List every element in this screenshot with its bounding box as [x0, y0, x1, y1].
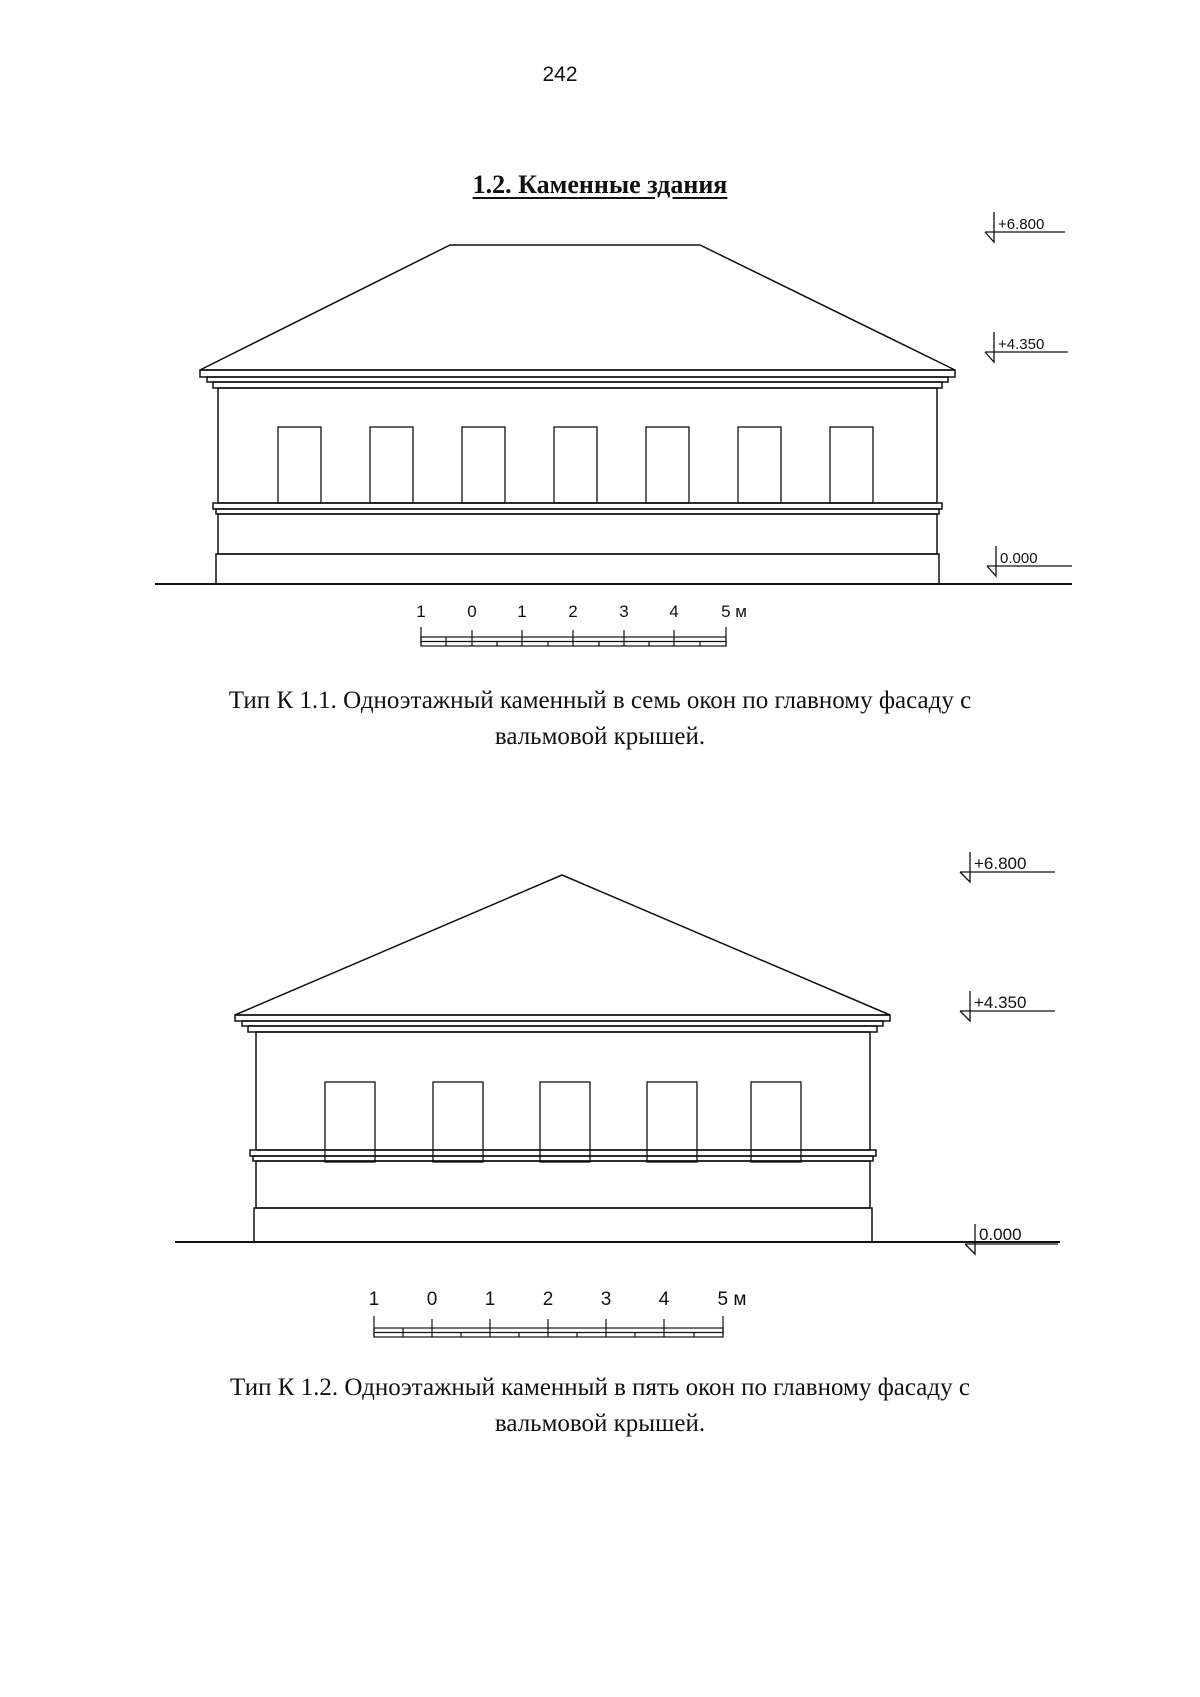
- lower-wall: [218, 514, 937, 554]
- roof: [200, 245, 955, 370]
- scale-label: 3: [619, 602, 629, 621]
- caption-line: Тип К 1.1. Одноэтажный каменный в семь окон по главному фасаду с: [228, 687, 972, 714]
- level-label: +4.350: [998, 336, 1045, 353]
- scale-label: 3: [600, 1289, 612, 1310]
- belt-course: [250, 1150, 876, 1156]
- scale-bar: [374, 1316, 723, 1337]
- level-label: 0.000: [1000, 550, 1038, 567]
- scale-label: 1: [416, 602, 426, 621]
- figure-caption-1: [100, 683, 1100, 755]
- level-label: 0.000: [979, 1225, 1022, 1244]
- scale-label: 5 м: [721, 602, 747, 621]
- section-title: 1.2. Каменные здания: [472, 170, 728, 199]
- scale-label: 4: [658, 1289, 670, 1310]
- cornice: [235, 1015, 890, 1021]
- scale-label: 4: [669, 602, 679, 621]
- level-label: +6.800: [974, 854, 1027, 873]
- wall: [256, 1032, 870, 1150]
- level-label: +6.800: [998, 216, 1045, 233]
- caption-line: Тип К 1.2. Одноэтажный каменный в пять окон по главному фасаду с: [230, 1374, 970, 1401]
- window: [554, 427, 597, 503]
- lower-wall: [256, 1161, 870, 1208]
- window: [830, 427, 873, 503]
- wall: [218, 388, 937, 503]
- plinth: [216, 554, 939, 584]
- window: [646, 427, 689, 503]
- facade-drawing-k1-2: [0, 820, 1200, 1420]
- window: [278, 427, 321, 503]
- plinth: [254, 1208, 872, 1242]
- window: [370, 427, 413, 503]
- scale-label: 1: [368, 1289, 380, 1310]
- facade-drawing-k1-1: [0, 0, 1200, 670]
- scale-label: 2: [568, 602, 578, 621]
- scale-label: 0: [426, 1289, 438, 1310]
- scale-label: 0: [467, 602, 477, 621]
- caption-line: вальмовой крышей.: [494, 723, 706, 750]
- caption-line: вальмовой крышей.: [494, 1410, 706, 1437]
- scale-label: 1: [484, 1289, 496, 1310]
- scale-label: 2: [542, 1289, 554, 1310]
- figure-caption-2: [100, 1370, 1100, 1442]
- scale-label: 5 м: [717, 1289, 747, 1310]
- cornice: [200, 370, 955, 377]
- roof: [235, 875, 890, 1015]
- belt-course: [213, 503, 942, 509]
- window: [738, 427, 781, 503]
- level-label: +4.350: [974, 993, 1027, 1012]
- scale-label: 1: [517, 602, 527, 621]
- page-number: 242: [542, 63, 578, 86]
- window: [462, 427, 505, 503]
- scale-bar: [421, 627, 726, 646]
- windows: [278, 427, 873, 503]
